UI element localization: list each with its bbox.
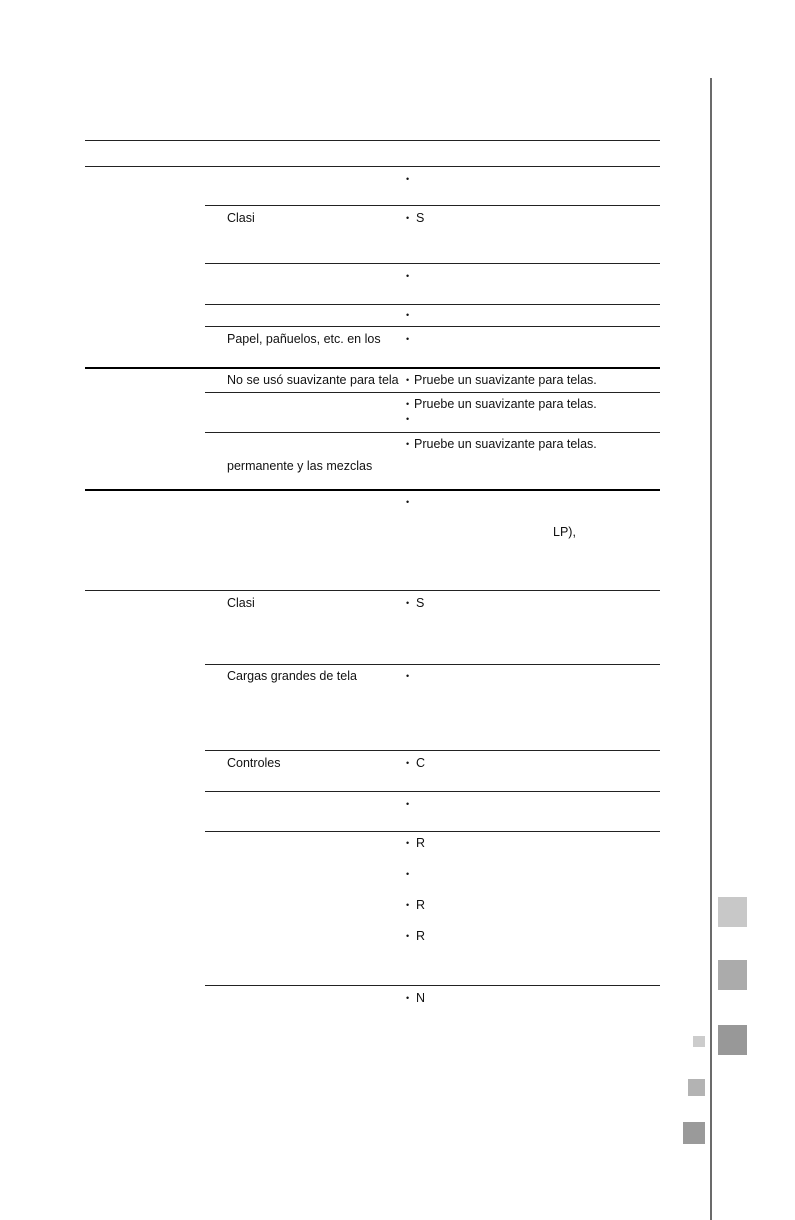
section-divider [85, 590, 660, 591]
solution-text: C [416, 756, 426, 770]
solution-text: N [416, 991, 426, 1005]
solution-text: R [416, 898, 426, 912]
cause-text: Clasi [227, 596, 255, 610]
bullet: • [406, 414, 410, 424]
row-divider [205, 304, 660, 305]
row-divider [205, 326, 660, 327]
section-marker-medium [688, 1079, 705, 1096]
bullet: • [406, 310, 410, 320]
row-divider [205, 985, 660, 986]
table-top-rule [85, 140, 660, 141]
bullet: • [406, 334, 410, 344]
section-tab-3 [718, 1025, 747, 1055]
row-divider [205, 791, 660, 792]
section-tab-1 [718, 897, 747, 927]
solution-text: R [416, 836, 426, 850]
bullet: • [406, 931, 410, 941]
section-tab-2 [718, 960, 747, 990]
section-marker-small [693, 1036, 705, 1047]
bullet: • [406, 799, 410, 809]
bullet: • [406, 439, 410, 449]
row-divider [205, 263, 660, 264]
bullet: • [406, 598, 410, 608]
table-header-rule [85, 166, 660, 167]
solution-text: Pruebe un suavizante para telas. [414, 373, 597, 387]
bullet: • [406, 271, 410, 281]
cause-text: Controles [227, 756, 281, 770]
bullet: • [406, 213, 410, 223]
cause-text: Papel, pañuelos, etc. en los [227, 332, 381, 346]
section-divider [85, 367, 660, 369]
cause-text: permanente y las mezclas [227, 459, 373, 473]
solution-text: R [416, 929, 426, 943]
bullet: • [406, 758, 410, 768]
solution-text: Pruebe un suavizante para telas. [414, 397, 597, 411]
row-divider [205, 664, 660, 665]
bullet: • [406, 497, 410, 507]
solution-text: S [416, 596, 425, 610]
solution-text: LP), [553, 525, 576, 539]
row-divider [205, 750, 660, 751]
bullet: • [406, 993, 410, 1003]
bullet: • [406, 399, 410, 409]
section-marker-large [683, 1122, 705, 1144]
cause-text: No se usó suavizante para tela [227, 373, 399, 387]
bullet: • [406, 671, 410, 681]
cause-text: Cargas grandes de tela [227, 669, 357, 683]
row-divider [205, 831, 660, 832]
bullet: • [406, 375, 410, 385]
row-divider [205, 205, 660, 206]
margin-rule [710, 78, 712, 1220]
bullet: • [406, 174, 410, 184]
bullet: • [406, 869, 410, 879]
solution-text: Pruebe un suavizante para telas. [414, 437, 597, 451]
solution-text: S [416, 211, 425, 225]
row-divider [205, 392, 660, 393]
section-divider [85, 489, 660, 491]
row-divider [205, 432, 660, 433]
bullet: • [406, 900, 410, 910]
bullet: • [406, 838, 410, 848]
cause-text: Clasi [227, 211, 255, 225]
